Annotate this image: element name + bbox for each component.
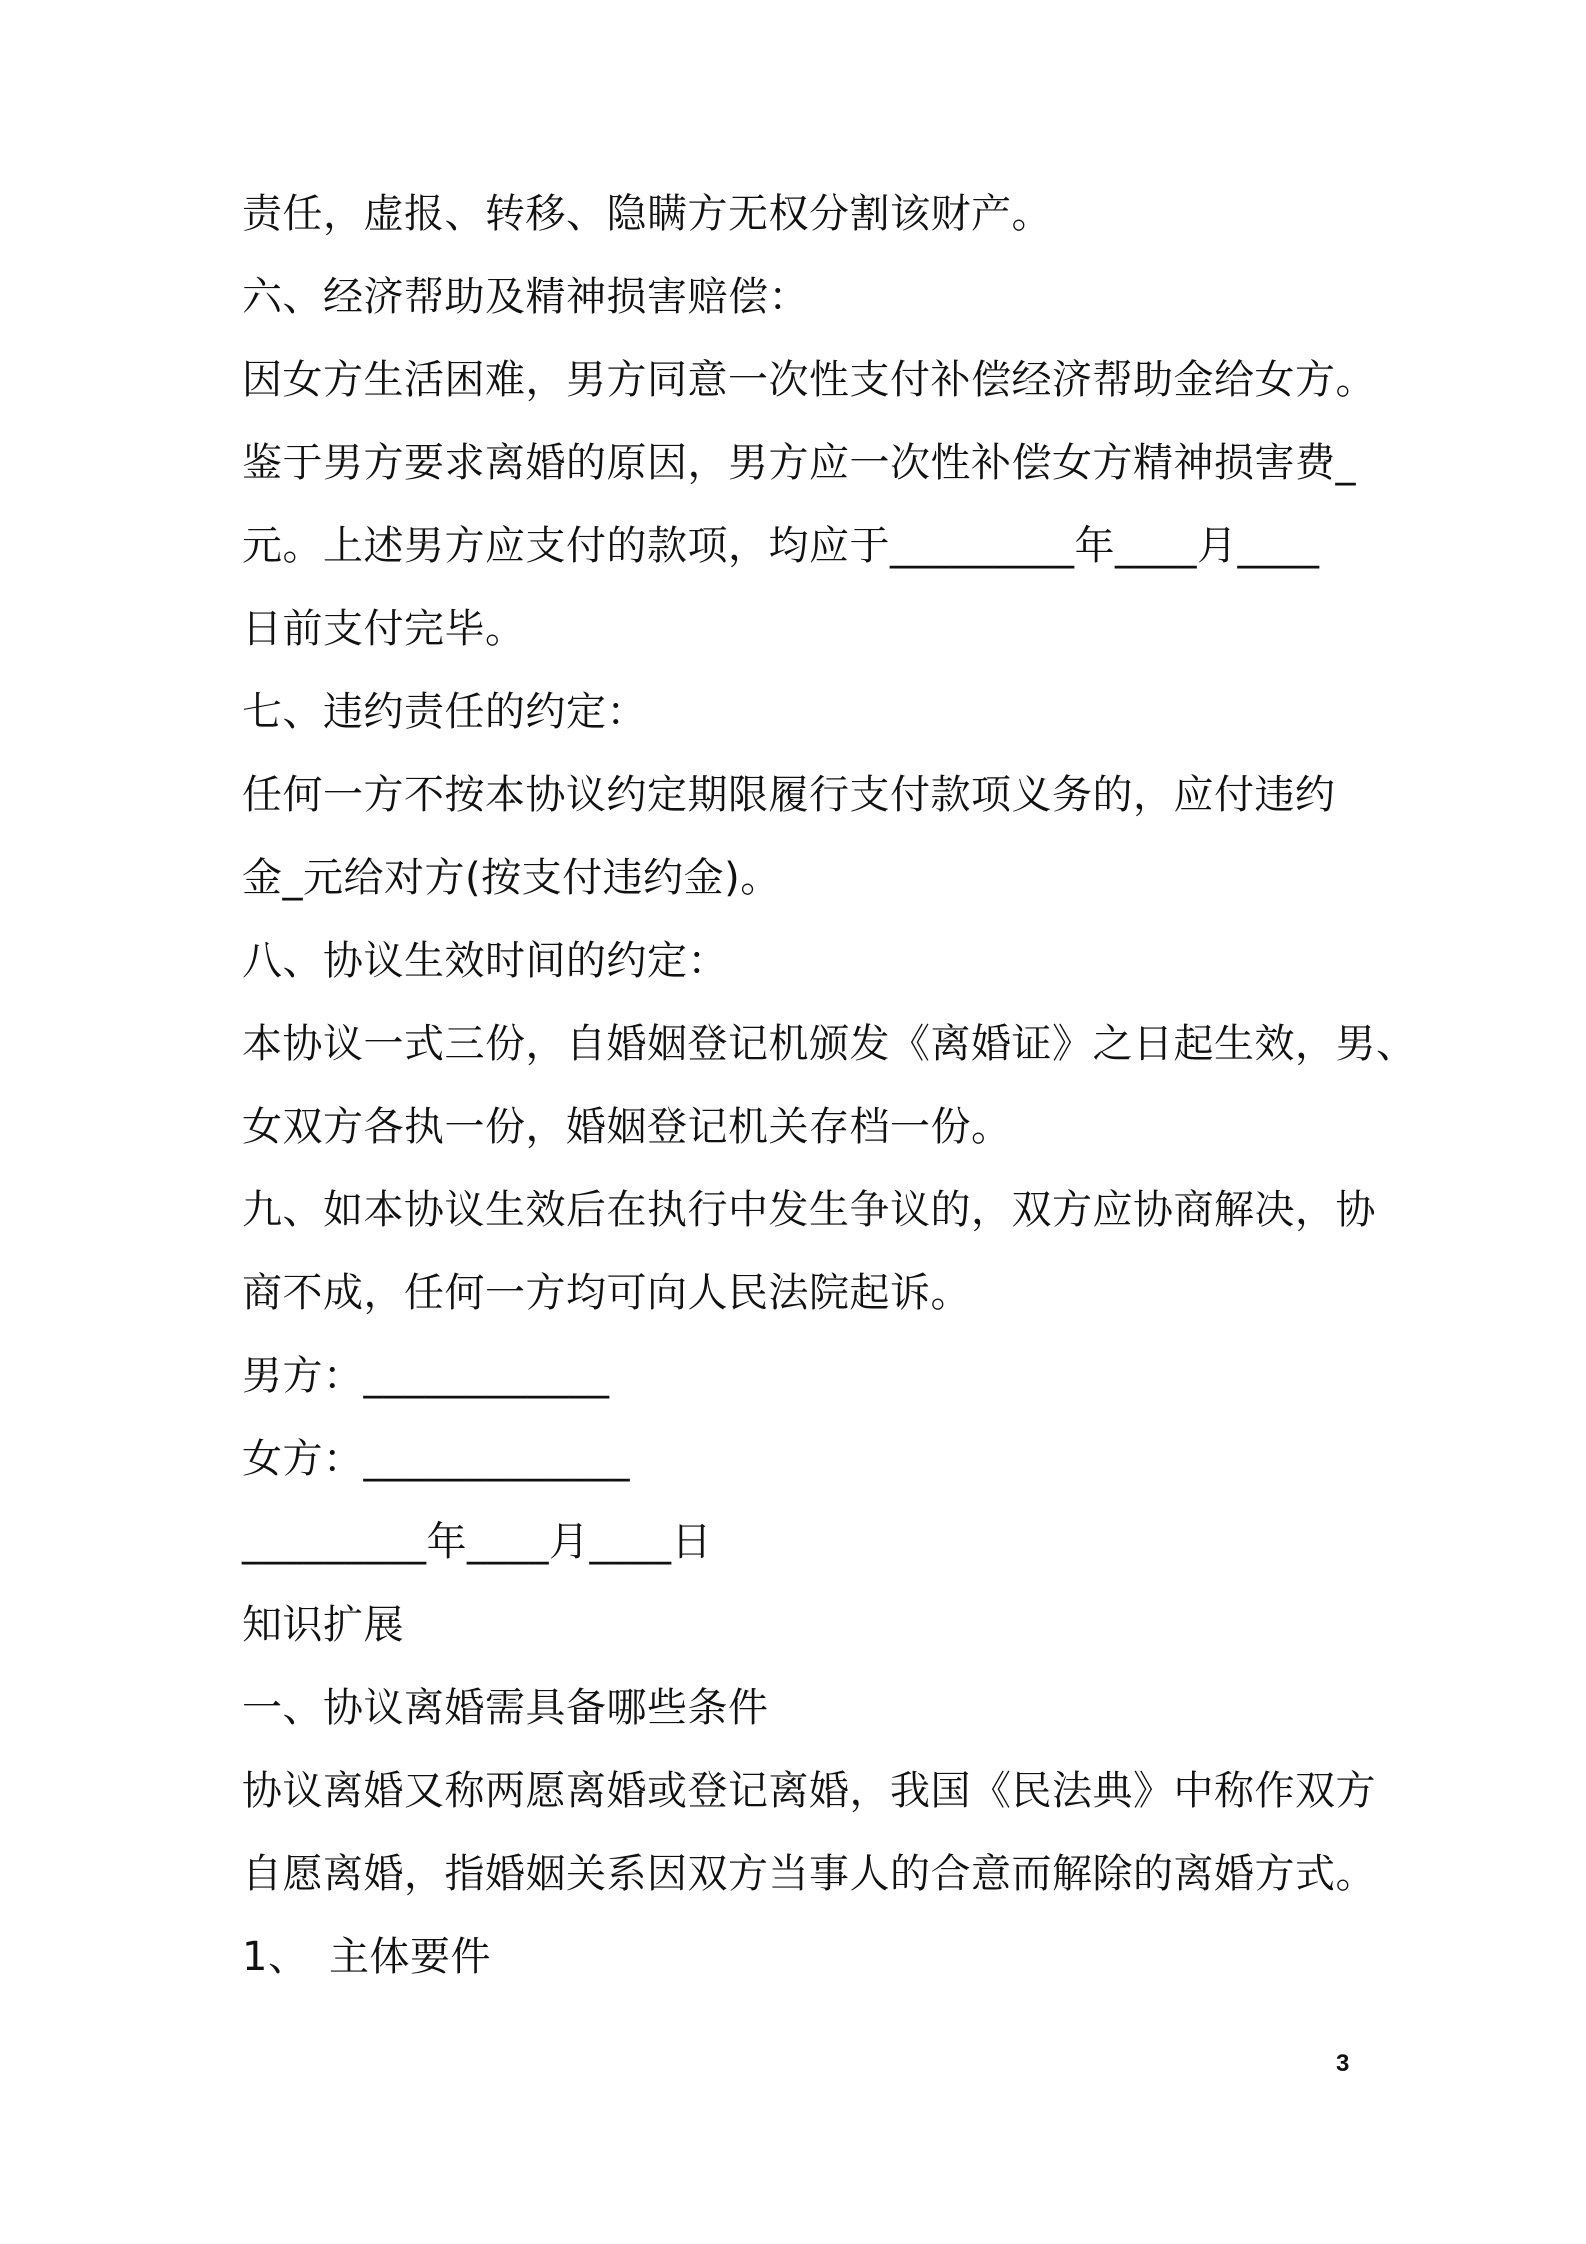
list-item-heading: 1、 主体要件 xyxy=(242,1934,491,1980)
section-heading-7: 七、违约责任的约定： xyxy=(242,689,647,735)
paragraph-line: 金_元给对方(按支付违约金)。 xyxy=(242,855,781,901)
paragraph-line: 因女方生活困难，男方同意一次性支付补偿经济帮助金给女方。 xyxy=(242,357,1376,403)
paragraph-line: 商不成，任何一方均可向人民法院起诉。 xyxy=(242,1270,971,1316)
paragraph-line: 鉴于男方要求离婚的原因，男方应一次性补偿女方精神损害费_ xyxy=(242,440,1356,486)
knowledge-extension-heading: 知识扩展 xyxy=(242,1602,404,1648)
paragraph-line: 本协议一式三份，自婚姻登记机颁发《离婚证》之日起生效，男、 xyxy=(242,1021,1417,1067)
section-heading-9: 九、如本协议生效后在执行中发生争议的，双方应协商解决，协 xyxy=(242,1187,1376,1233)
section-heading-8: 八、协议生效时间的约定： xyxy=(242,938,728,984)
document-body xyxy=(242,190,1417,2016)
paragraph-line: 元。上述男方应支付的款项，均应于_________年____月____ xyxy=(242,523,1320,569)
signature-date: _________年____月____日 xyxy=(242,1519,712,1565)
section-heading-6: 六、经济帮助及精神损害赔偿： xyxy=(242,274,809,320)
signature-male: 男方：____________ xyxy=(242,1353,610,1399)
paragraph-line: 责任，虚报、转移、隐瞒方无权分割该财产。 xyxy=(242,191,1052,237)
page-number: 3 xyxy=(1336,2050,1350,2077)
paragraph-line: 女双方各执一份，婚姻登记机关存档一份。 xyxy=(242,1104,1012,1150)
paragraph-line: 自愿离婚，指婚姻关系因双方当事人的合意而解除的离婚方式。 xyxy=(242,1851,1376,1897)
paragraph-line: 协议离婚又称两愿离婚或登记离婚，我国《民法典》中称作双方 xyxy=(242,1768,1376,1814)
signature-female: 女方：_____________ xyxy=(242,1436,630,1482)
subsection-heading-1: 一、协议离婚需具备哪些条件 xyxy=(242,1685,769,1731)
paragraph-line: 任何一方不按本协议约定期限履行支付款项义务的，应付违约 xyxy=(242,772,1336,818)
paragraph-line: 日前支付完毕。 xyxy=(242,606,526,652)
